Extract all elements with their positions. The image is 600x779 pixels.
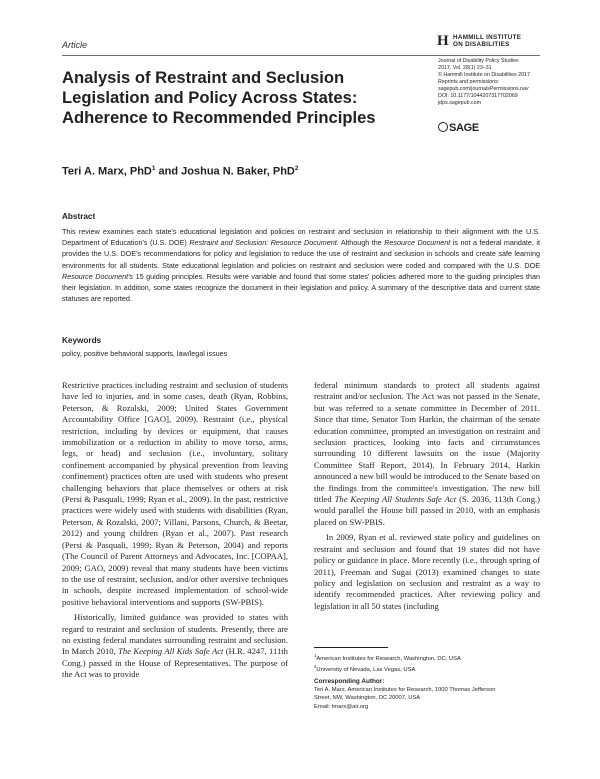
doi[interactable]: DOI: 10.1177/1044207317702069	[438, 93, 518, 100]
corresponding-author-line: Teri A. Marx, American Institutes for Research, 1000 Thomas Jefferson	[314, 687, 496, 694]
author-1: Teri A. Marx, PhD	[62, 165, 152, 178]
permissions-link[interactable]: sagepub.com/journalsPermissions.nav	[438, 86, 529, 93]
publisher-logo-text: HAMMILL INSTITUTE ON DISABILITIES	[453, 34, 522, 49]
body-column-left	[62, 380, 288, 681]
reprints-label: Reprints and permissions:	[438, 79, 500, 86]
journal-site[interactable]: jdps.sagepub.com	[438, 100, 481, 107]
publisher-logo	[437, 33, 547, 49]
footnote-divider	[314, 647, 388, 648]
paragraph: Restrictive practices including restraint and seclusion of students have led to injuries, and in some cases, death (Ryan, Robbins, Peterson, & Rozalski, 2009; United States Government Accountability Office [GAO], 2009). Restraint (i.e., physical restriction, including by devices or equipment, that causes immobilization or a reduction in ability to move torso, arms, legs, or head) and seclusion (i.e., involuntary, solitary confinement accompanied by physical prevention from leaving confinement) practices often are used with students who present challenging behaviors that place themselves or others at risk (Persi & Pasquali, 1999; Ryan et al., 2009). In the past, restrictive practices were widely used with students with disabilities (Ryan, Peterson, & Rozalski, 2007; Villani, Parsons, Church, & Beetar, 2012) and young children (Ryan et al., 2007). Past research (Persi & Pasquali, 1999; Ryan & Peterson, 2004) and reports (The Council of Parent Attorneys and Advocates, Inc. [COPAA], 2009; GAO, 2009) reveal that many students have been victims to the use of restraint, seclusion, and/or other aversive techniques in schools, despite increased implementation of school-wide positive behavioral interventions and supports (SW-PBIS).	[62, 380, 288, 607]
affiliation-2: $^2$University of Nevada, Las Vegas, USA	[314, 664, 416, 674]
affiliation-1: $^1$American Institutes for Research, Washington, DC, USA	[314, 653, 461, 662]
journal-volume: 2017, Vol. 28(1) 23–31	[438, 65, 492, 72]
paragraph: In 2009, Ryan et al. reviewed state policy and guidelines on restraint and seclusion and found that 19 states did not have policy or guidance in place. More recently (i.e., through spring of 2011), Freeman and Sugai (2013) examined changes to state policy and legislation on seclusion and restraint as a way to identify recommended practices. After reviewing policy and legislation in all 50 states (including	[314, 532, 540, 611]
corresponding-author-heading: Corresponding Author:	[314, 677, 385, 685]
hammill-logo-icon: H	[437, 33, 447, 49]
footnotes	[314, 652, 540, 711]
article-title: Analysis of Restraint and Seclusion Legislation and Policy Across States: Adherence to Recommended Principles	[62, 68, 376, 127]
sage-logo: SAGE	[438, 122, 479, 134]
corresponding-author-email[interactable]: Email: tmarx@air.org	[314, 703, 369, 710]
abstract-text: This review examines each state's educational legislation and policies on restraint and seclusion in relationship to their alignment with the U.S. Department of Education's (U.S. DOE) Restraint and Seclusion: Resource Document. Although the Resource Document is not a federal mandate, it provides the U.S. DOE's recommendations for policy and legislation to reduce the use of restraint and seclusion in schools and create safe learning environments for all students. State educational legislation and policies on restraint and seclusion were coded and compared with the U.S. DOE Resource Document's 15 guiding principles. Results were variable and found that some states' policies adhered more to the guiding principles than their legislation. In addition, some states recognize the document in their legislation and policy. A summary of the descriptive data and current state statuses are reported.	[62, 227, 540, 304]
authors: Teri A. Marx, PhD$^1$ and Joshua N. Baker, PhD$^2$	[62, 165, 299, 178]
paragraph: Historically, limited guidance was provided to states with regard to restraint and seclusion of students. Presently, there are no existing federal mandates surrounding restraint and seclusion. In March 2010, The Keeping All Kids Safe Act (H.R. 4247, 111th Cong.) passed in the House of Representatives. The purpose of the Act was to provide	[62, 612, 288, 680]
journal-name: Journal of Disability Policy Studies	[438, 58, 519, 64]
paragraph: federal minimum standards to protect all students against restraint and/or seclusion. The Act was not passed in the Senate, but was referred to a senate committee in December of 2011. Since that time, Senator Tom Harkin, the chairman of the senate education committee, prompted an investigation on restraint and seclusion practices, looking into facts and circumstances surrounding 10 different lawsuits on the issue (Majority Committee Staff Report, 2014). In February 2014, Harkin announced a new bill would be introduced to the Senate based on the findings from the committee's investigation. The new bill titled The Keeping All Students Safe Act (S. 2036, 113th Cong.) would parallel the House bill passed in 2010, with an emphasis placed on SW-PBIS.	[314, 380, 541, 527]
journal-info	[438, 58, 568, 107]
copyright: © Hammill Institute on Disabilities 2017	[438, 72, 530, 79]
article-type-label: Article	[62, 40, 88, 50]
keywords-text: policy, positive behavioral supports, law/legal issues	[62, 349, 228, 358]
keywords-heading: Keywords	[62, 336, 102, 345]
corresponding-author-line: Street, NW, Washington, DC 20007, USA	[314, 695, 421, 702]
sage-ring-icon	[438, 122, 448, 132]
author-2: Joshua N. Baker, PhD	[181, 165, 295, 178]
body-column-right	[314, 380, 540, 612]
header-divider	[62, 55, 540, 56]
abstract-heading: Abstract	[62, 212, 96, 221]
